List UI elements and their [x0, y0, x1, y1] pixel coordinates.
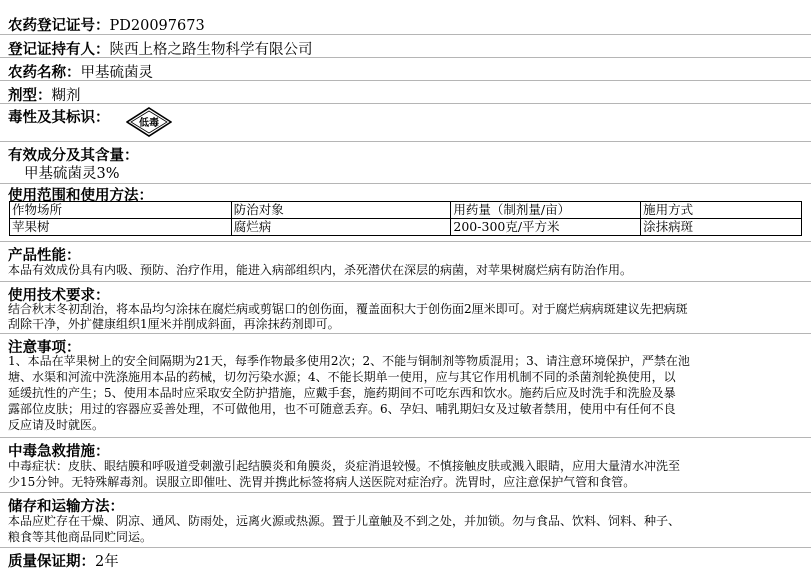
shelf-life-row — [0, 547, 811, 569]
toxicity-label: 毒性及其标识： — [8, 109, 110, 126]
pesticide-name-value: 甲基硫菌灵 — [80, 65, 153, 81]
usage-table — [9, 201, 802, 236]
precautions-line: 延缓抗性的产生；5、使用本品时应采取安全防护措施，应戴手套，施药期间不可吃东西和饮水。施药后应及时洗手和洗脸及暴 — [8, 386, 676, 400]
precautions-line: 反应请及时就医。 — [8, 418, 105, 432]
table-cell: 苹果树 — [10, 219, 232, 236]
low-toxicity-badge — [126, 107, 172, 137]
performance-row — [0, 241, 811, 281]
table-header-cell: 用药量（制剂量/亩） — [451, 202, 641, 219]
pesticide-name-label: 农药名称： — [8, 64, 81, 81]
shelf-life-label: 质量保证期： — [8, 553, 95, 570]
formulation-value: 糊剂 — [51, 88, 81, 104]
table-header-cell: 施用方式 — [641, 202, 802, 219]
technical-label: 使用技术要求： — [8, 287, 110, 304]
table-header-cell: 防治对象 — [231, 202, 451, 219]
table-cell: 涂抹病斑 — [641, 219, 802, 236]
registration-number: PD20097673 — [109, 18, 205, 34]
shelf-life-value: 2年 — [95, 554, 119, 570]
formulation-label: 剂型： — [8, 87, 52, 104]
formulation-row — [0, 80, 811, 103]
precautions-label: 注意事项： — [8, 339, 81, 356]
active-ingredient-value: 甲基硫菌灵3% — [24, 166, 120, 182]
active-ingredient-row — [0, 141, 811, 183]
first-aid-line: 少15分钟。无特殊解毒剂。误服立即催吐、洗胃并携此标签将病人送医院对症治疗。洗胃时，应注意保护气管和食管。 — [8, 475, 636, 489]
technical-line: 刮除干净，外扩健康组织1厘米并削成斜面，再涂抹药剂即可。 — [8, 317, 340, 331]
holder-row — [0, 34, 811, 57]
active-ingredient-label: 有效成分及其含量： — [8, 147, 139, 164]
table-cell: 200-300克/平方米 — [451, 219, 641, 236]
toxicity-badge-text: 低毒 — [139, 118, 159, 129]
precautions-line: 露部位皮肤；用过的容器应妥善处理，不可做他用，也不可随意丢弃。6、孕妇、哺乳期妇女及过敏者禁用，使用中有任何不良 — [8, 402, 676, 416]
technical-row — [0, 281, 811, 333]
storage-line: 本品应贮存在干燥、阴凉、通风、防雨处，远离火源或热源。置于儿童触及不到之处，并加锁。勿与食品、饮料、饲料、种子、 — [8, 514, 681, 528]
first-aid-label: 中毒急救措施： — [8, 443, 110, 460]
pesticide-name-row — [0, 57, 811, 80]
table-header-row — [10, 202, 802, 219]
storage-row — [0, 492, 811, 547]
holder-label: 登记证持有人： — [8, 41, 110, 58]
holder-value: 陕西上格之路生物科学有限公司 — [109, 42, 313, 58]
technical-line: 结合秋末冬初刮治，将本品均匀涂抹在腐烂病或剪锯口的创伤面，覆盖面积大于创伤面2厘米即可。对于腐烂病病斑建议先把病斑 — [8, 302, 688, 316]
toxicity-row — [0, 103, 811, 141]
precautions-line: 塘、水渠和河流中洗涤施用本品的药械，切勿污染水源；4、不能长期单一使用，应与其它作用机制不同的杀菌剂轮换使用，以 — [8, 370, 676, 384]
table-row — [10, 219, 802, 236]
precautions-row — [0, 333, 811, 437]
registration-label: 农药登记证号： — [8, 17, 110, 34]
precautions-line: 1、本品在苹果树上的安全间隔期为21天，每季作物最多使用2次；2、不能与铜制剂等物质混用；3、请注意环境保护，严禁在池 — [8, 354, 690, 368]
performance-label: 产品性能： — [8, 247, 81, 264]
table-header-cell: 作物场所 — [10, 202, 232, 219]
storage-line: 粮食等其他商品同贮同运。 — [8, 530, 153, 544]
performance-text: 本品有效成份具有内吸、预防、治疗作用，能进入病部组织内，杀死潜伏在深层的病菌，对苹果树腐烂病有防治作用。 — [8, 263, 633, 277]
usage-label: 使用范围和使用方法： — [8, 187, 153, 204]
first-aid-row — [0, 437, 811, 492]
storage-label: 储存和运输方法： — [8, 498, 124, 515]
registration-row — [0, 11, 811, 34]
first-aid-line: 中毒症状：皮肤、眼结膜和呼吸道受刺激引起结膜炎和角膜炎，炎症消退较慢。不慎接触皮肤或溅入眼睛，应用大量清水冲洗至 — [8, 459, 681, 473]
table-cell: 腐烂病 — [231, 219, 451, 236]
